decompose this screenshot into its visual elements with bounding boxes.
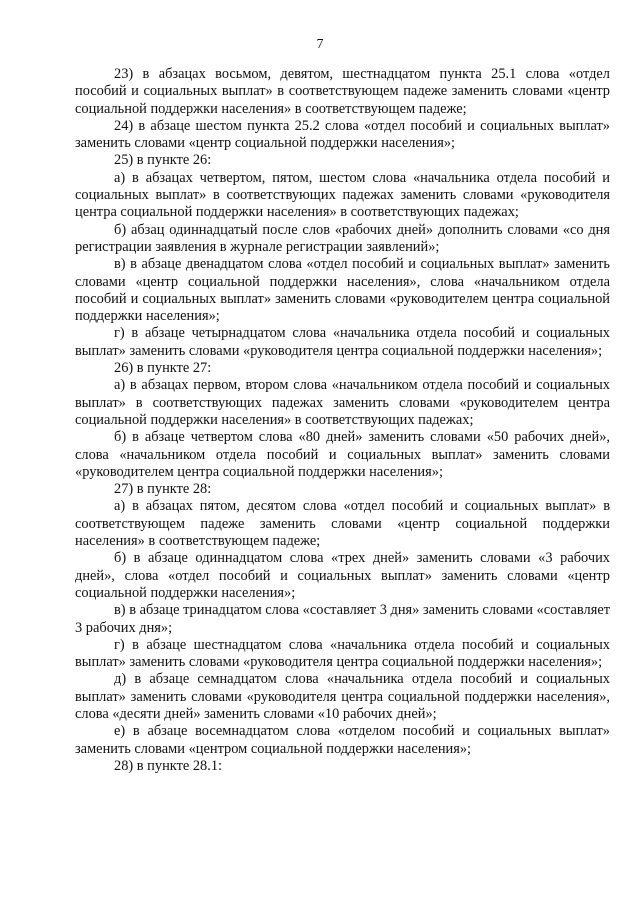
paragraph: 28) в пункте 28.1: [114,757,223,774]
paragraph: в) в абзаце двенадцатом слова «отдел пособий и социальных выплат» заменить словами «центр социальной поддержки населения», слова «начальником отдела пособий и социальных выплат» заменить словами «руководителем центра социальной поддержки населения»; [75,256,610,325]
paragraph: 24) в абзаце шестом пункта 25.2 слова «отдел пособий и социальных выплат» заменить словами «центр социальной поддержки населения»; [75,117,610,152]
paragraph: б) в абзаце одиннадцатом слова «трех дней» заменить словами «3 рабочих дней», слова «отдел пособий и социальных выплат» заменить словами «центр социальной поддержки населения»; [75,550,610,601]
paragraph: 23) в абзацах восьмом, девятом, шестнадцатом пункта 25.1 слова «отдел пособий и социальных выплат» в соответствующем падеже заменить словами «центр социальной поддержки населения» в соответствующем падеже; [75,66,610,117]
paragraph: д) в абзаце семнадцатом слова «начальника отдела пособий и социальных выплат» заменить словами «руководителя центра социальной поддержки населения», слова «десяти дней» заменить словами «10 рабочих дней»; [75,671,610,722]
paragraph: в) в абзаце тринадцатом слова «составляет 3 дня» заменить словами «составляет 3 рабочих дня»; [75,602,610,636]
paragraph: е) в абзаце восемнадцатом слова «отделом пособий и социальных выплат» заменить словами «центром социальной поддержки населения»; [75,723,610,757]
paragraph: г) в абзаце шестнадцатом слова «начальника отдела пособий и социальных выплат» заменить словами «руководителя центра социальной поддержки населения»; [75,636,610,671]
paragraph: г) в абзаце четырнадцатом слова «начальника отдела пособий и социальных выплат» заменить словами «руководителя центра социальной поддержки населения»; [75,325,610,359]
paragraph: а) в абзацах пятом, десятом слова «отдел пособий и социальных выплат» в соответствующем падеже заменить словами «центр социальной поддержки населения» в соответствующем падеже; [75,498,610,550]
paragraph: б) абзац одиннадцатый после слов «рабочих дней» дополнить словами «со дня регистрации заявления в журнале регистрации заявлений»; [75,221,610,255]
paragraph: а) в абзацах первом, втором слова «начальником отдела пособий и социальных выплат» в соответствующих падежах заменить словами «руководителем центра социальной поддержки населения» в соответствующих падежах; [75,377,610,428]
document-body [75,66,610,775]
paragraph: 27) в пункте 28: [114,481,212,498]
paragraph: б) в абзаце четвертом слова «80 дней» заменить словами «50 рабочих дней», слова «начальником отдела пособий и социальных выплат» заменить словами «руководителем центра социальной поддержки населения»; [75,429,610,480]
page-number: 7 [316,37,324,52]
paragraph: а) в абзацах четвертом, пятом, шестом слова «начальника отдела пособий и социальных выплат» в соответствующих падежах заменить словами «руководителя центра социальной поддержки населения» в соответствующих падежах; [75,169,610,221]
paragraph: 25) в пункте 26: [114,152,212,169]
paragraph: 26) в пункте 27: [114,360,212,377]
